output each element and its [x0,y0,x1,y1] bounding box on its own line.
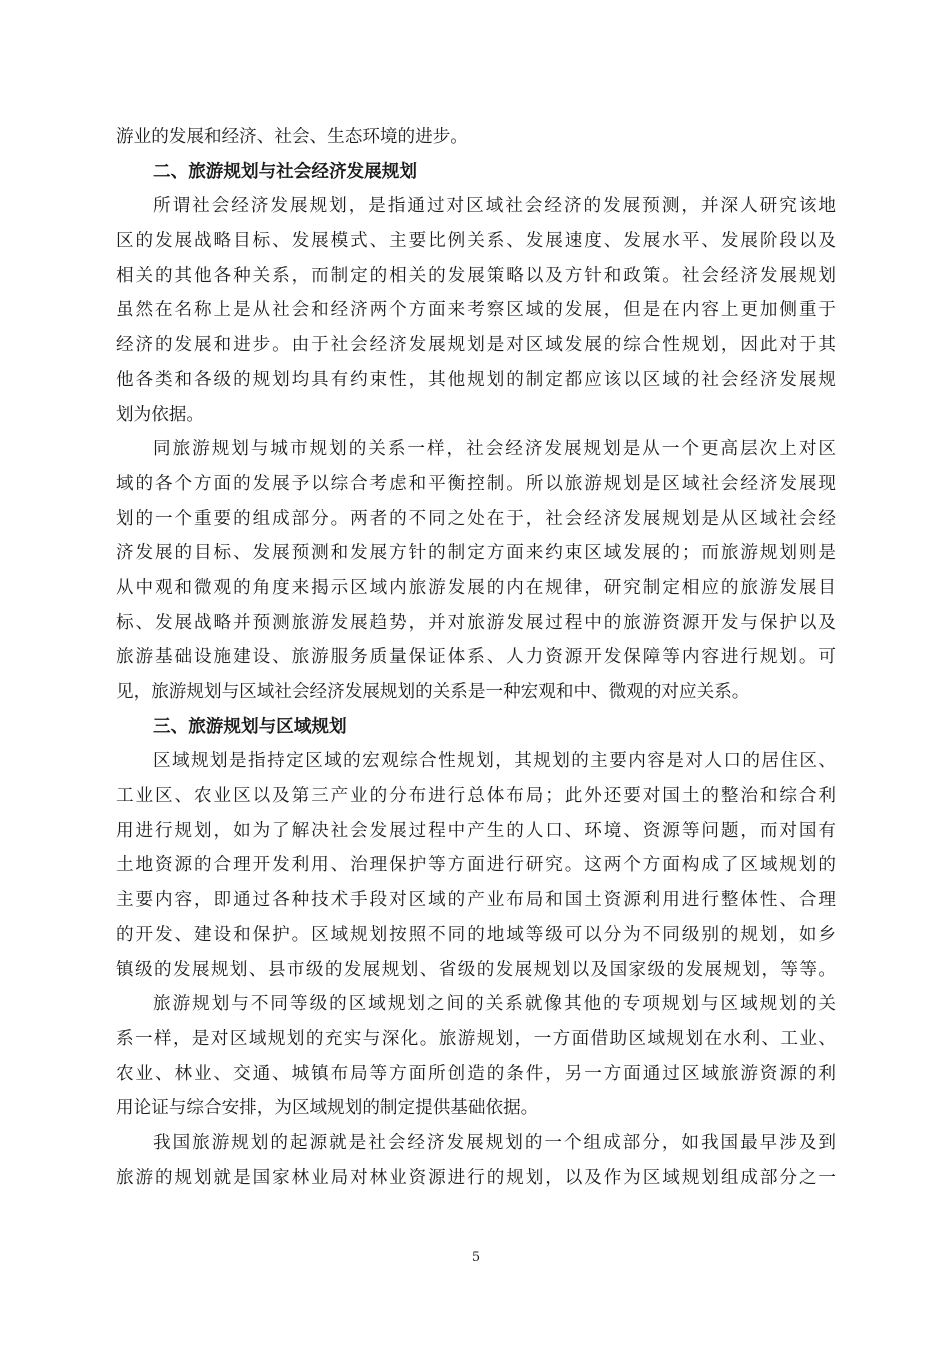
paragraph-first-line: 所谓社会经济发展规划，是指通过对区域社会经济的发展预测，并深人研究该地 [153,196,836,217]
text-line: 从中观和微观的角度来揭示区域内旅游发展的内在规律，研究制定相应的旅游发展目 [116,577,836,598]
text-line: 土地资源的合理开发利用、治理保护等方面进行研究。这两个方面构成了区域规划的 [116,855,836,876]
section-heading: 二、旅游规划与社会经济发展规划 [153,161,417,182]
paragraph-last-line: 用论证与综合安排，为区域规划的制定提供基础依据。 [116,1098,539,1119]
text-line: 他各类和各级的规划均具有约束性，其他规划的制定都应该以区域的社会经济发展规 [116,369,836,390]
text-line: 主要内容，即通过各种技术手段对区域的产业布局和国土资源利用进行整体性、合理 [116,890,836,911]
paragraph-first-line: 同旅游规划与城市规划的关系一样，社会经济发展规划是从一个更高层次上对区 [153,439,836,460]
text-line: 旅游的规划就是国家林业局对林业资源进行的规划，以及作为区域规划组成部分之一 [116,1167,836,1188]
paragraph-last-line: 见，旅游规划与区域社会经济发展规划的关系是一种宏观和中、微观的对应关系。 [116,682,750,702]
text-line: 域的各个方面的发展予以综合考虑和平衡控制。所以旅游规划是区域社会经济发展现 [116,473,836,494]
text-line: 镇级的发展规划、县市级的发展规划、省级的发展规划以及国家级的发展规划，等等。 [116,959,836,980]
text-line: 标、发展战略并预测旅游发展趋势，并对旅游发展过程中的旅游资源开发与保护以及 [116,612,836,633]
text-line: 用进行规划，如为了解决社会发展过程中产生的人口、环境、资源等问题，而对国有 [116,820,836,841]
text-line: 虽然在名称上是从社会和经济两个方面来考察区域的发展，但是在内容上更加侧重于 [116,300,836,321]
text-line: 划的一个重要的组成部分。两者的不同之处在于，社会经济发展规划是从区域社会经 [116,508,836,529]
text-line: 农业、林业、交通、城镇布局等方面所创造的条件，另一方面通过区域旅游资源的利 [116,1063,836,1084]
paragraph-first-line: 我国旅游规划的起源就是社会经济发展规划的一个组成部分，如我国最早涉及到 [153,1132,836,1153]
text-line: 济发展的目标、发展预测和发展方针的制定方面来约束区域发展的；而旅游规划则是 [116,543,836,564]
paragraph-last-line: 划为依据。 [116,404,204,425]
page-number: 5 [471,1250,481,1265]
text-line: 系一样，是对区域规划的充实与深化。旅游规划，一方面借助区域规划在水利、工业、 [116,1028,836,1049]
paragraph-first-line: 旅游规划与不同等级的区域规划之间的关系就像其他的专项规划与区域规划的关 [153,994,836,1015]
text-line: 旅游基础设施建设、旅游服务质量保证体系、人力资源开发保障等内容进行规划。可 [116,647,836,668]
section-heading: 三、旅游规划与区域规划 [153,716,347,737]
text-line: 经济的发展和进步。由于社会经济发展规划是对区域发展的综合性规划，因此对于其 [116,335,836,356]
paragraph-last-line: 游业的发展和经济、社会、生态环境的进步。 [116,127,468,147]
text-line: 的开发、建设和保护。区域规划按照不同的地域等级可以分为不同级别的规划，如乡 [116,924,836,945]
text-line: 工业区、农业区以及第三产业的分布进行总体布局；此外还要对国土的整治和综合利 [116,786,836,807]
paragraph-first-line: 区域规划是指持定区域的宏观综合性规划，其规划的主要内容是对人口的居住区、 [153,751,836,772]
text-line: 相关的其他各种关系，而制定的相关的发展策略以及方针和政策。社会经济发展规划 [116,265,836,286]
document-body [116,120,836,1195]
text-line: 区的发展战略目标、发展模式、主要比例关系、发展速度、发展水平、发展阶段以及 [116,231,836,252]
